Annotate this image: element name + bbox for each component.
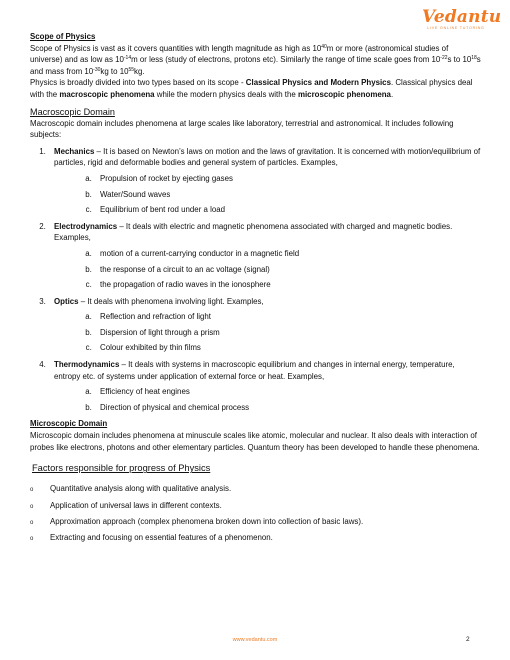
scope-heading: Scope of Physics <box>30 32 96 41</box>
subject-item-thermodynamics <box>48 359 482 415</box>
subject-title: Thermodynamics <box>54 360 120 370</box>
page-content <box>30 31 482 547</box>
factor-item: o Quantitative analysis along with qualitative analysis. <box>30 481 482 497</box>
circle-bullet-icon: o <box>30 487 34 494</box>
example-item: c. Equilibrium of bent rod under a load <box>94 202 482 218</box>
scope-paragraph-1: Scope of Physics is vast as it covers quantities with length magnitude as high as $10^{40}m$ or more (astronomical studies of universe) and as low as $10^{-14}m$ or less (study of electrons, protons etc). Similarly the range of time scale goes from $10^{-22}s$ to $10^{18}s$ and mass from $10^{-30}kg$ to $10^{55}kg$. <box>30 43 481 76</box>
microscopic-heading: Microscopic Domain <box>30 419 108 429</box>
examples-list <box>54 384 482 415</box>
example-item: b. Direction of physical and chemical process <box>94 400 482 416</box>
subject-item-optics <box>48 296 482 356</box>
circle-bullet-icon: o <box>30 536 34 543</box>
subject-title: Mechanics <box>54 146 95 156</box>
subject-description: – It is based on Newton’s laws on motion and the laws of gravitation. It is concerned with motion/equilibrium of particles, rigid and deformable bodies and general system of particles. Examples, <box>54 146 481 168</box>
microscopic-paragraph: Microscopic domain includes phenomena at minuscule scales like atomic, molecular and nuclear. It also deals with interaction of probes like electrons, photons and other elementary particles. Quantum theory has been developed to handle these phenomena. <box>30 431 480 452</box>
examples-list <box>54 246 482 293</box>
example-item: a. Reflection and refraction of light <box>94 309 482 325</box>
scope-paragraph-2: Physics is broadly divided into two types based on its scope - Classical Physics and Modern Physics. Classical physics deal with the macroscopic phenomena while the modern physics deals with the microscopic phenomena. <box>30 78 473 99</box>
subject-description: – It deals with phenomena involving light. Examples, <box>78 296 264 306</box>
vedantu-logo <box>422 7 502 31</box>
subject-title: Optics <box>54 296 79 306</box>
examples-list <box>54 309 482 356</box>
page-number: 2 <box>466 636 470 643</box>
example-item: a. Efficiency of heat engines <box>94 384 482 400</box>
example-item: c. the propagation of radio waves in the ionosphere <box>94 277 482 293</box>
subject-item-electrodynamics <box>48 221 482 293</box>
logo-tagline: LIVE ONLINE TUTORING <box>427 26 485 30</box>
subject-description: – It deals with systems in macroscopic equilibrium and changes in internal energy, temperature, entropy etc. of systems under application of external force or heat. Examples, <box>54 360 455 381</box>
subject-item-mechanics <box>48 146 482 218</box>
factors-heading: Factors responsible for progress of Physics <box>32 463 211 474</box>
logo-wordmark: Vedantu <box>422 7 502 27</box>
factors-list <box>30 481 482 547</box>
factor-item: o Approximation approach (complex phenomena broken down into collection of basic laws). <box>30 514 482 530</box>
example-item: b. the response of a circuit to an ac voltage (signal) <box>94 262 482 278</box>
example-item: b. Dispersion of light through a prism <box>94 325 482 341</box>
subjects-list <box>30 146 482 416</box>
circle-bullet-icon: o <box>30 503 34 510</box>
subject-description: – It deals with electric and magnetic phenomena associated with charged and magnetic bodies. Examples, <box>54 221 453 243</box>
macroscopic-heading: Macroscopic Domain <box>30 106 115 117</box>
macroscopic-intro: Macroscopic domain includes phenomena at large scales like laboratory, terrestrial and astronomical. It includes following subjects: <box>30 118 454 140</box>
example-item: a. Propulsion of rocket by ejecting gases <box>94 171 482 187</box>
factor-item: o Extracting and focusing on essential features of a phenomenon. <box>30 530 482 546</box>
examples-list <box>54 171 482 218</box>
subject-title: Electrodynamics <box>54 221 118 231</box>
example-item: b. Water/Sound waves <box>94 187 482 203</box>
example-item: a. motion of a current-carrying conductor in a magnetic field <box>94 246 482 262</box>
footer-website-link[interactable]: www.vedantu.com <box>232 637 278 643</box>
circle-bullet-icon: o <box>30 520 34 527</box>
factor-item: o Application of universal laws in different contexts. <box>30 498 482 514</box>
example-item: c. Colour exhibited by thin films <box>94 340 482 356</box>
